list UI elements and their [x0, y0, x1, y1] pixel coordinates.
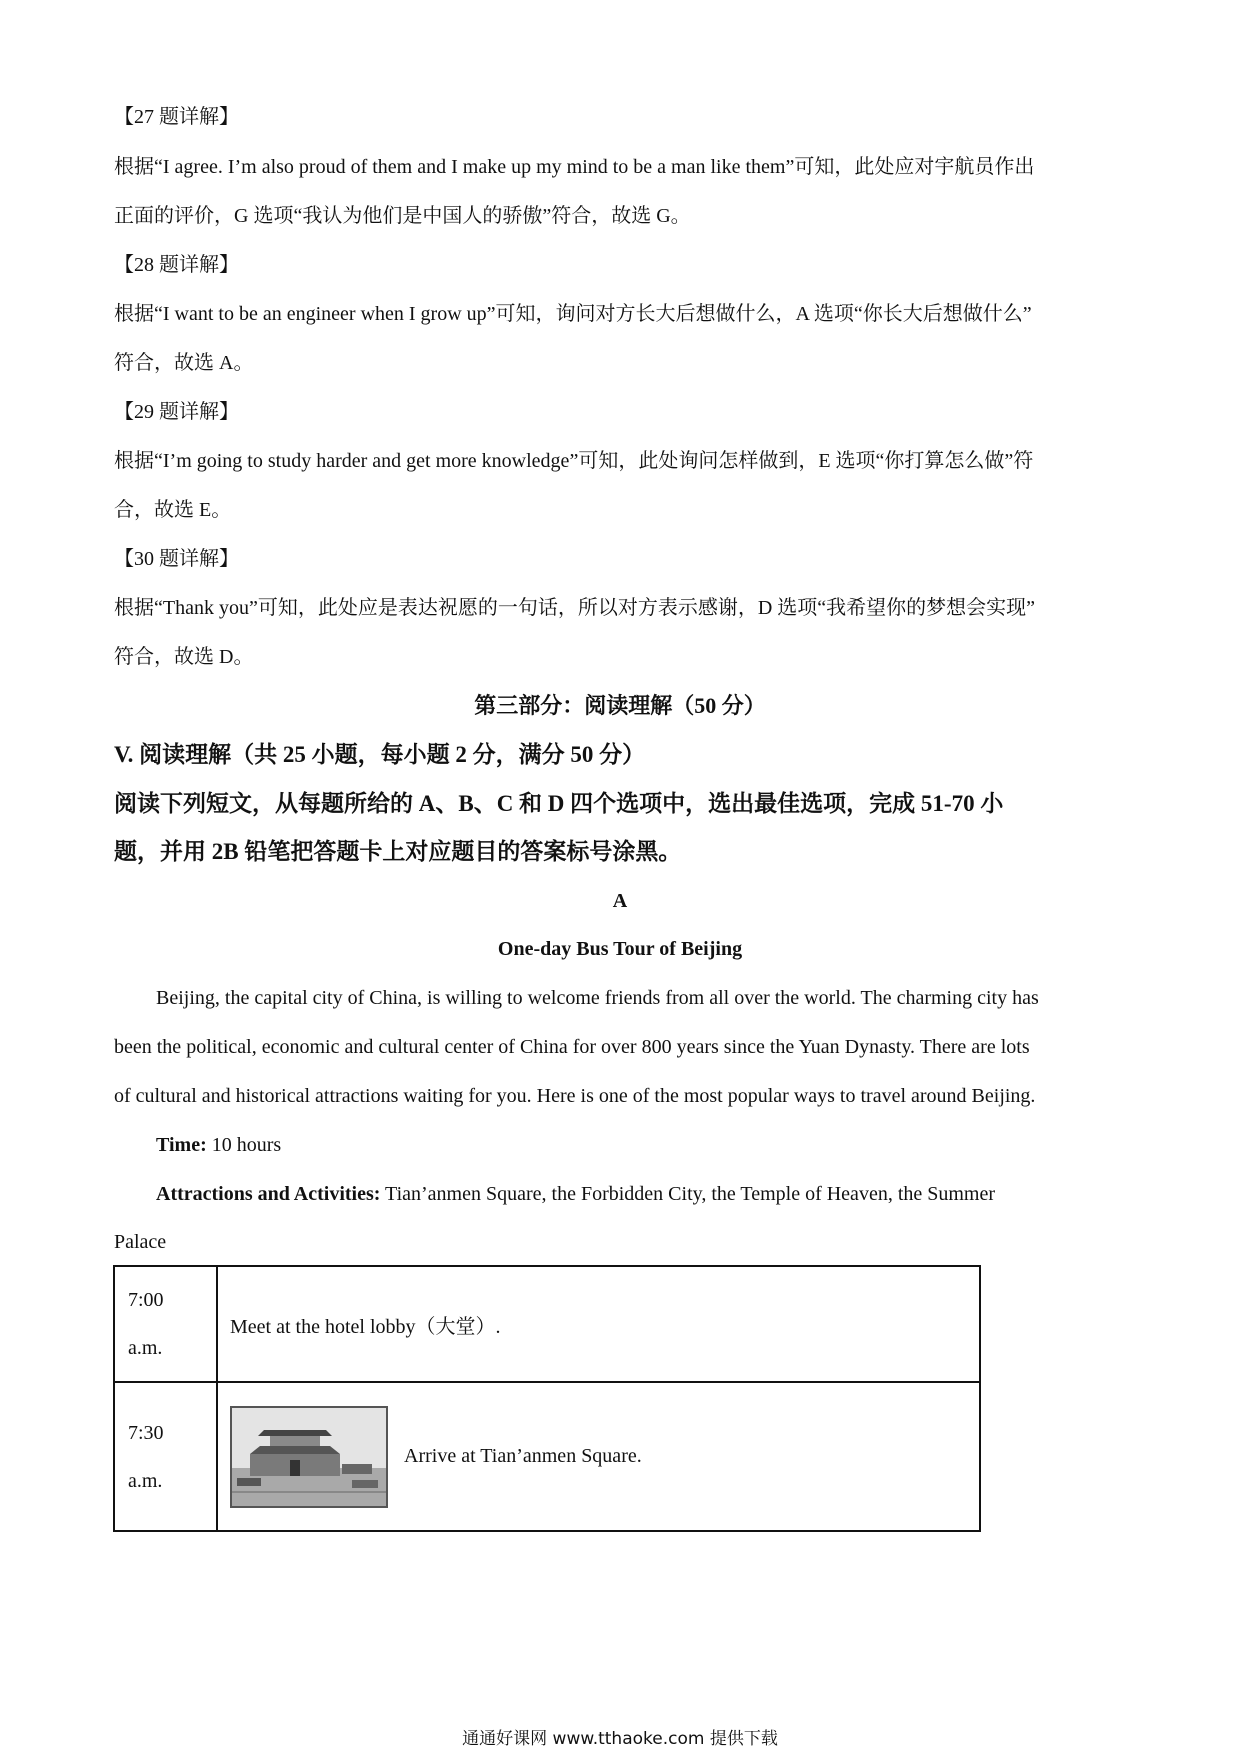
paragraph-line-2: been the political, economic and cultural center of China for over 800 years since the Yuan Dynasty. There are lots	[114, 1036, 1030, 1058]
q30-heading: 【30 题详解】	[114, 548, 239, 570]
schedule-time	[114, 1382, 217, 1531]
q28-heading: 【28 题详解】	[114, 254, 239, 276]
q27-line-2: 正面的评价，G 选项“我认为他们是中国人的骄傲”符合，故选 G。	[114, 205, 691, 227]
q29-line-2: 合，故选 E。	[114, 499, 232, 521]
activity-with-photo	[230, 1406, 978, 1508]
tiananmen-photo	[230, 1406, 388, 1508]
q27-line-1: 根据“I agree. I’m also proud of them and I make up my mind to be a man like them”可知，此处应对宇航员作出	[114, 156, 1035, 178]
schedule-time	[114, 1266, 217, 1382]
section5-heading: V. 阅读理解（共 25 小题，每小题 2 分，满分 50 分）	[114, 742, 646, 767]
passage-letter: A	[612, 890, 628, 912]
tiananmen-illustration	[232, 1408, 386, 1506]
attractions-value: Tian’anmen Square, the Forbidden City, the Temple of Heaven, the Summer	[380, 1183, 996, 1205]
q30-line-2: 符合，故选 D。	[114, 646, 254, 668]
time-line	[156, 1131, 281, 1159]
time-label: Time:	[156, 1134, 207, 1156]
paragraph-line-3: of cultural and historical attractions waiting for you. Here is one of the most popular ways to travel around Beijing.	[114, 1085, 1036, 1107]
q29-line-1: 根据“I’m going to study harder and get more knowledge”可知，此处询问怎样做到，E 选项“你打算怎么做”符	[114, 450, 1034, 472]
time-meridiem: a.m.	[128, 1337, 163, 1359]
attractions-line	[156, 1180, 995, 1208]
time-hour: 7:30	[128, 1421, 164, 1444]
time-hour: 7:00	[128, 1289, 164, 1311]
q29-heading: 【29 题详解】	[114, 401, 239, 423]
q28-line-1: 根据“I want to be an engineer when I grow up”可知，询问对方长大后想做什么，A 选项“你长大后想做什么”	[114, 303, 1032, 325]
schedule-activity	[217, 1382, 980, 1531]
attractions-label: Attractions and Activities:	[156, 1183, 381, 1205]
instructions-line-2: 题，并用 2B 铅笔把答题卡上对应题目的答案标号涂黑。	[114, 839, 682, 864]
part3-heading: 第三部分：阅读理解（50 分）	[474, 693, 766, 718]
attractions-line-2: Palace	[114, 1231, 167, 1253]
time-value: 10 hours	[206, 1134, 282, 1156]
schedule-row	[114, 1382, 980, 1531]
passage-title: One-day Bus Tour of Beijing	[497, 938, 743, 960]
schedule-table	[113, 1265, 981, 1532]
q27-heading: 【27 题详解】	[114, 106, 239, 128]
activity-text: Meet at the hotel lobby（大堂）.	[230, 1315, 501, 1338]
activity-text: Arrive at Tian’anmen Square.	[404, 1445, 642, 1467]
schedule-row	[114, 1266, 980, 1382]
footer-watermark: 通通好课网 www.tthaoke.com 提供下载	[462, 1729, 778, 1749]
schedule-activity	[217, 1266, 980, 1382]
instructions-line-1: 阅读下列短文，从每题所给的 A、B、C 和 D 四个选项中，选出最佳选项，完成 51-70 小	[114, 791, 1004, 816]
paragraph-line-1: Beijing, the capital city of China, is willing to welcome friends from all over the world. The charming city has	[156, 987, 1039, 1009]
time-meridiem: a.m.	[128, 1469, 163, 1492]
q28-line-2: 符合，故选 A。	[114, 352, 254, 374]
q30-line-1: 根据“Thank you”可知，此处应是表达祝愿的一句话，所以对方表示感谢，D 选项“我希望你的梦想会实现”	[114, 597, 1036, 619]
